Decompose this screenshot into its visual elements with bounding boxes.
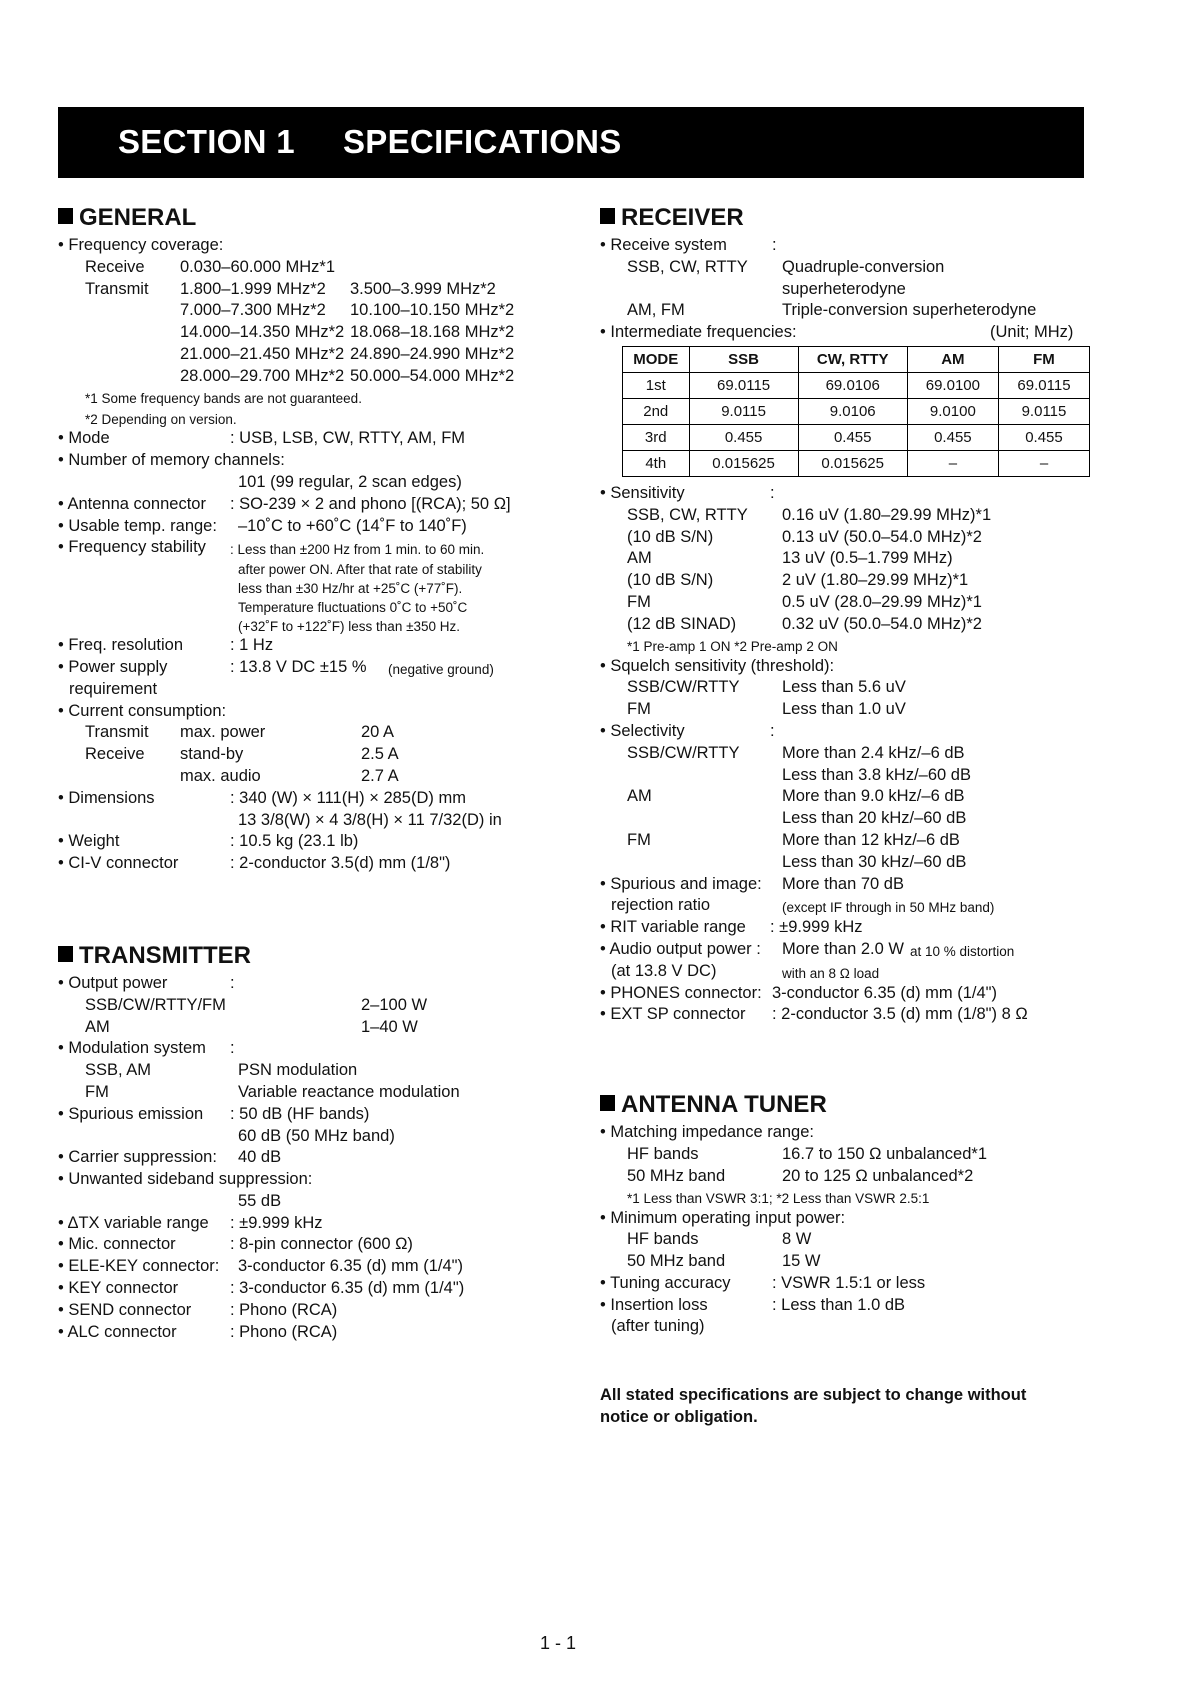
band-value: 21.000–21.450 MHz*2 [180,344,345,363]
spec-sublabel: max. power [180,723,266,742]
spec-value: Temperature fluctuations 0˚C to +50˚C [238,600,468,616]
spec-row [600,765,1090,787]
spec-value: Less than 1.0 uV [782,700,906,719]
spec-sublabel: SSB, AM [85,1061,152,1080]
spec-row [600,852,1090,874]
spec-value: 16.7 to 150 Ω unbalanced*1 [782,1144,988,1163]
spec-value: after power ON. After that rate of stability [238,562,482,578]
spec-sublabel: AM, FM [627,301,685,320]
table-cell: 0.455 [798,424,907,450]
spec-sublabel: FM [627,830,651,849]
spec-value: –10˚C to +60˚C (14˚F to 140˚F) [238,516,467,535]
spec-value: : USB, LSB, CW, RTTY, AM, FM [230,429,466,448]
band-value: 7.000–7.300 MHz*2 [180,301,326,320]
spec-label: • Carrier suppression: [58,1148,217,1167]
spec-value: 2.5 A [361,745,399,764]
spec-label: • Frequency stability [58,538,206,557]
spec-row [600,548,1090,570]
band-value: 18.068–18.168 MHz*2 [350,323,515,342]
spec-row [58,722,548,744]
spec-value: superheterodyne [782,279,906,298]
band-value: 1.800–1.999 MHz*2 [180,279,326,298]
sensitivity-rows [600,505,1090,636]
footnote: *2 Depending on version. [85,412,237,428]
spec-label: (at 13.8 V DC) [611,961,717,980]
table-row [623,424,1090,450]
spec-value: 1–40 W [361,1017,418,1036]
spec-value: : 3-conductor 6.35 (d) mm (1/4") [230,1279,465,1298]
spec-value: : 13.8 V DC ±15 % [230,657,367,676]
spec-label: • Freq. resolution [58,636,183,655]
spec-label: • Unwanted sideband suppression: [58,1170,313,1189]
spec-label: • Number of memory channels: [58,451,285,470]
spec-sublabel: HF bands [627,1144,699,1163]
spec-note: with an 8 Ω load [782,965,880,981]
spec-label: • PHONES connector: [600,983,762,1002]
spec-label: • Intermediate frequencies: [600,323,797,342]
spec-label: • Matching impedance range: [600,1123,814,1142]
spec-value: : ±9.999 kHz [770,918,863,937]
spec-label: • Receive system [600,236,727,254]
spec-value: : Phono (RCA) [230,1300,338,1319]
spec-row [58,366,548,388]
square-bullet-icon [58,946,73,962]
spec-row [600,699,1090,721]
spec-label: • Spurious emission [58,1104,204,1123]
spec-row [58,766,548,788]
spec-value: 2–100 W [361,995,428,1014]
table-cell: 1st [623,372,690,398]
spec-value: 0.16 uV (1.80–29.99 MHz)*1 [782,505,992,524]
table-header: AM [907,346,998,372]
spec-sublabel: 50 MHz band [627,1166,726,1185]
spec-value: (+32˚F to +122˚F) less than ±350 Hz. [238,619,461,635]
spec-row [600,677,1090,699]
spec-row [600,570,1090,592]
spec-value: More than 2.4 kHz/–6 dB [782,743,965,762]
spec-value: 3-conductor 6.35 (d) mm (1/4") [238,1257,464,1276]
receiver-heading: RECEIVER [600,203,1090,233]
spec-row [58,300,548,322]
spec-value: 15 W [782,1252,821,1271]
table-row [623,450,1090,476]
spec-label: • ΔTX variable range [58,1213,209,1232]
table-cell: 0.455 [907,424,998,450]
spec-label: • Selectivity [600,721,685,740]
spec-value: 2.7 A [361,766,399,785]
spec-label: rejection ratio [611,896,711,915]
spec-label: (after tuning) [611,1317,705,1336]
table-header: MODE [623,346,690,372]
spec-value: 0.5 uV (28.0–29.99 MHz)*1 [782,592,982,611]
receive-label: Receive [85,257,145,276]
table-cell: 69.0100 [907,372,998,398]
spec-label: • Mode [58,429,110,448]
page-title: SPECIFICATIONS [343,123,622,160]
spec-sublabel: SSB/CW/RTTY [627,678,740,697]
spec-value: : ±9.999 kHz [230,1213,323,1232]
table-row [623,372,1090,398]
spec-value: 3-conductor 6.35 (d) mm (1/4") [772,983,998,1002]
spec-value: 0.13 uV (50.0–54.0 MHz)*2 [782,527,982,546]
spec-value: 40 dB [238,1148,282,1167]
spec-value: More than 12 kHz/–6 dB [782,830,960,849]
band-value: 28.000–29.700 MHz*2 [180,366,345,385]
table-cell: 0.015625 [689,450,798,476]
spec-value: : SO-239 × 2 and phono [(RCA); 50 Ω] [230,494,511,513]
squelch-rows [600,677,1090,721]
freq-coverage-label: • Frequency coverage: [58,236,224,254]
notice-line-1: All stated specifications are subject to change without [600,1386,1027,1405]
spec-sublabel: Transmit [85,723,149,742]
spec-value: less than ±30 Hz/hr at +25˚C (+77˚F). [238,581,463,597]
footnote: *1 Pre-amp 1 ON *2 Pre-amp 2 ON [627,638,838,654]
spec-label: • Power supply [58,657,168,676]
unit-label: (Unit; MHz) [990,323,1074,342]
table-cell: 69.0115 [689,372,798,398]
spec-note: (negative ground) [388,661,494,677]
table-cell: – [907,450,998,476]
spec-label: • ELE-KEY connector: [58,1257,220,1276]
spec-sublabel: (12 dB SINAD) [627,614,737,633]
spec-value: More than 70 dB [782,874,904,893]
table-cell: 0.455 [998,424,1089,450]
spec-value: Triple-conversion superheterodyne [782,301,1037,320]
spec-row [600,808,1090,830]
spec-sublabel: FM [627,592,651,611]
spec-row [600,505,1090,527]
antenna-tuner-heading: ANTENNA TUNER [600,1090,1090,1120]
spec-value: : 1 Hz [230,636,274,655]
footnote: *1 Some frequency bands are not guaranteed. [85,390,362,406]
spec-sublabel: SSB, CW, RTTY [627,257,748,276]
spec-value: : Less than ±200 Hz from 1 min. to 60 min. [230,542,485,558]
left-column: GENERAL • Frequency coverage: Receive 0.030–60.000 MHz*1 Transmit 1.800–1.999 MHz*2 3.500–3.999 MHz*2 7.000–7.300 MHz*2 10.100–10.150 MHz*2 14.000–14.350 MHz*2 18.068–18.168 MHz*2 21.000–21.450 MHz*2 24.890–24.990 MHz*2 28.000–29.700 MHz*2 50.000–54.000 MHz*2 *1 Some frequency bands are not guaranteed. *2 Depending on version. • Mode : USB, LSB, CW, RTTY, AM, FM • Number of memory channels: 101 (99 regular, 2 scan edges) • Antenna connector : SO-239 × 2 and phono [(RCA); 50 Ω] • Usable temp. range: –10˚C to +60˚C (14˚F to 140˚F) • Frequency stability : Less than ±200 Hz from 1 min. to 60 min. after power ON. After that rate of stability less than ±30 Hz/hr at +25˚C (+77˚F). Temperature fluctuations 0˚C to +50˚C (+32˚F to +122˚F) less than ±350 Hz. • Freq. resolution : 1 Hz • Power supply : 13.8 V DC ±15 % (negative ground) requirement • Current consumption: Transmit max. power 20 A Receive stand-by 2.5 A max. audio 2.7 A • Dimensions : 340 (W) × 111(H) × 285(D) mm 13 3/8(W) × 4 3/8(H) × 11 7/32(D) in • Weight : 10.5 kg (23.1 lb) • CI-V connector : 2-conductor 3.5(d) mm (1/8") TRANSMITTER • Output power : SSB/CW/RTTY/FM 2–100 W AM 1–40 W • Modulation system : SSB, AM PSN modulation FM Variable reactance modulation • Spurious emission : 50 dB (HF bands) 60 dB (50 MHz band) • Carrier suppression: 40 dB • Unwanted sideband suppression: 55 dB • ΔTX variable range : ±9.999 kHz • Mic. connector : 8-pin connector (600 Ω) • ELE-KEY connector: 3-conductor 6.35 (d) mm (1/4") • KEY connector : 3-conductor 6.35 (d) mm (1/4") • SEND connector : Phono (RCA) • ALC connector : Phono (RCA) [58,203,548,1343]
transmit-bands [58,279,548,388]
spec-note: at 10 % distortion [910,943,1015,959]
table-cell: 0.455 [689,424,798,450]
spec-sublabel: SSB/CW/RTTY/FM [85,995,226,1014]
spec-label: • Insertion loss [600,1295,708,1314]
transmit-label: Transmit [85,279,149,298]
spec-value: Variable reactance modulation [238,1082,460,1101]
spec-value: Less than 20 kHz/–60 dB [782,809,967,828]
spec-sublabel: stand-by [180,745,244,764]
spec-label: • Output power [58,973,168,992]
spec-value: PSN modulation [238,1061,358,1080]
spec-row [58,322,548,344]
selectivity-rows [600,743,1090,874]
spec-value: Less than 3.8 kHz/–60 dB [782,765,971,784]
spec-value: : 10.5 kg (23.1 lb) [230,832,359,851]
spec-label: • Squelch sensitivity (threshold): [600,656,835,675]
right-column: RECEIVER • Receive system : SSB, CW, RTTY Quadruple-conversion superheterodyne AM, FM Triple-conversion superheterodyne • Intermediate frequencies: (Unit; MHz) MODE SSB CW, RTTY AM FM 1st 69.0115 69.0106 69.0100 69.0115 2nd 9.0115 9.0106 9.0100 9.0115 3rd 0.455 0.455 0.455 0.455 4th 0.015625 0.015625 – – • Sensitivity : SSB, CW, RTTY 0.16 uV (1.80–29.99 MHz)*1 (10 dB S/N) 0.13 uV (50.0–54.0 MHz)*2 AM 13 uV (0.5–1.799 MHz) (10 dB S/N) 2 uV (1.80–29.99 MHz)*1 FM 0.5 uV (28.0–29.99 MHz)*1 (12 dB SINAD) 0.32 uV (50.0–54.0 MHz)*2 *1 Pre-amp 1 ON *2 Pre-amp 2 ON • Squelch sensitivity (threshold): SSB/CW/RTTY Less than 5.6 uV FM Less than 1.0 uV • Selectivity : SSB/CW/RTTY More than 2.4 kHz/–6 dB Less than 3.8 kHz/–60 dB AM More than 9.0 kHz/–6 dB Less than 20 kHz/–60 dB FM More than 12 kHz/–6 dB Less than 30 kHz/–60 dB • Spurious and image: More than 70 dB rejection ratio (except IF through in 50 MHz band) • RIT variable range : ±9.999 kHz • Audio output power : More than 2.0 W at 10 % distortion (at 13.8 V DC) with an 8 Ω load • PHONES connector: 3-conductor 6.35 (d) mm (1/4") • EXT SP connector : 2-conductor 3.5 (d) mm (1/8") 8 Ω ANTENNA TUNER • Matching impedance range: HF bands 16.7 to 150 Ω unbalanced*1 50 MHz band 20 to 125 Ω unbalanced*2 *1 Less than VSWR 3:1; *2 Less than VSWR 2.5:1 • Minimum operating input power: HF bands 8 W 50 MHz band 15 W • Tuning accuracy : VSWR 1.5:1 or less • Insertion loss : Less than 1.0 dB (after tuning) All stated specifications are subject to change without notice or obligation. [600,203,1090,1428]
spec-sublabel: AM [85,1017,110,1036]
spec-sublabel: (10 dB S/N) [627,571,714,590]
spec-sublabel: Receive [85,745,145,764]
spec-row [58,744,548,766]
table-header: CW, RTTY [798,346,907,372]
spec-sublabel: AM [627,787,652,806]
band-value: 3.500–3.999 MHz*2 [350,279,496,298]
band-value: 14.000–14.350 MHz*2 [180,323,345,342]
spec-label: • EXT SP connector [600,1005,746,1024]
table-cell: 69.0106 [798,372,907,398]
table-cell: 3rd [623,424,690,450]
square-bullet-icon [58,208,73,224]
spec-value: : 2-conductor 3.5 (d) mm (1/8") 8 Ω [772,1005,1028,1024]
spec-value: 101 (99 regular, 2 scan edges) [238,472,462,491]
spec-value: : Phono (RCA) [230,1322,338,1341]
spec-row [58,279,548,301]
band-value: 10.100–10.150 MHz*2 [350,301,515,320]
spec-row [58,344,548,366]
spec-value: 2 uV (1.80–29.99 MHz)*1 [782,571,969,590]
spec-sublabel: 50 MHz band [627,1252,726,1271]
spec-sublabel: SSB/CW/RTTY [627,743,740,762]
spec-value: More than 2.0 W [782,939,904,958]
square-bullet-icon [600,208,615,224]
spec-value: Less than 30 kHz/–60 dB [782,852,967,871]
spec-row [600,527,1090,549]
table-cell: 4th [623,450,690,476]
spec-label: • CI-V connector [58,854,179,873]
spec-label: • Minimum operating input power: [600,1208,846,1227]
spec-value: : 340 (W) × 111(H) × 285(D) mm [230,788,466,807]
spec-value: : VSWR 1.5:1 or less [772,1273,926,1292]
table-cell: 2nd [623,398,690,424]
transmitter-heading: TRANSMITTER [58,941,548,971]
spec-row [600,743,1090,765]
spec-value: 8 W [782,1230,812,1249]
spec-value: Quadruple-conversion [782,257,945,276]
spec-sublabel: FM [627,700,651,719]
spec-value: : 50 dB (HF bands) [230,1104,370,1123]
spec-label: • Antenna connector [58,494,206,513]
spec-label: • Weight [58,832,120,851]
spec-value: 60 dB (50 MHz band) [238,1126,395,1145]
spec-sublabel: HF bands [627,1230,699,1249]
spec-value: 13 uV (0.5–1.799 MHz) [782,549,953,568]
spec-label: • KEY connector [58,1279,179,1298]
spec-sublabel: AM [627,549,652,568]
notice-line-2: notice or obligation. [600,1408,758,1427]
spec-row [600,614,1090,636]
square-bullet-icon [600,1095,615,1111]
spec-label: • RIT variable range [600,918,746,937]
general-heading: GENERAL [58,203,548,233]
spec-label: requirement [69,679,158,698]
table-header: FM [998,346,1089,372]
table-cell: 9.0106 [798,398,907,424]
spec-label: • Modulation system [58,1039,206,1058]
spec-label: • Spurious and image: [600,874,762,893]
spec-value: Less than 5.6 uV [782,678,906,697]
spec-sublabel: FM [85,1082,109,1101]
spec-value: 20 A [361,723,395,742]
table-cell: 0.015625 [798,450,907,476]
spec-sublabel: SSB, CW, RTTY [627,505,748,524]
table-header: SSB [689,346,798,372]
if-table [622,346,1090,477]
band-value: 24.890–24.990 MHz*2 [350,344,515,363]
page-number: 1 - 1 [540,1633,577,1653]
spec-label: • Audio output power : [600,939,761,958]
spec-row [600,830,1090,852]
spec-value: 55 dB [238,1191,282,1210]
receive-value: 0.030–60.000 MHz*1 [180,257,336,276]
spec-label: • Tuning accuracy [600,1273,731,1292]
spec-label: • Sensitivity [600,483,685,502]
spec-value: More than 9.0 kHz/–6 dB [782,787,965,806]
table-cell: 9.0115 [998,398,1089,424]
spec-value: : Less than 1.0 dB [772,1295,906,1314]
section-number: SECTION 1 [118,123,295,160]
section-banner [58,107,1084,178]
table-cell: – [998,450,1089,476]
spec-value: 0.32 uV (50.0–54.0 MHz)*2 [782,614,982,633]
spec-value: : 2-conductor 3.5(d) mm (1/8") [230,854,451,873]
spec-value: : 8-pin connector (600 Ω) [230,1235,413,1254]
spec-sublabel: (10 dB S/N) [627,527,714,546]
spec-label: • Dimensions [58,788,155,807]
spec-label: • Current consumption: [58,701,227,720]
table-cell: 69.0115 [998,372,1089,398]
spec-label: • Usable temp. range: [58,516,217,535]
spec-label: • ALC connector [58,1322,177,1341]
table-row [623,398,1090,424]
spec-sublabel: max. audio [180,766,261,785]
footnote: *1 Less than VSWR 3:1; *2 Less than VSWR 2.5:1 [627,1190,930,1206]
spec-row [600,786,1090,808]
table-cell: 9.0100 [907,398,998,424]
spec-label: • Mic. connector [58,1235,176,1254]
spec-note: (except IF through in 50 MHz band) [782,900,995,916]
spec-label: • SEND connector [58,1300,192,1319]
band-value: 50.000–54.000 MHz*2 [350,366,515,385]
table-cell: 9.0115 [689,398,798,424]
current-rows [58,722,548,787]
spec-row [600,592,1090,614]
spec-value: 20 to 125 Ω unbalanced*2 [782,1166,974,1185]
spec-value: 13 3/8(W) × 4 3/8(H) × 11 7/32(D) in [238,810,502,829]
